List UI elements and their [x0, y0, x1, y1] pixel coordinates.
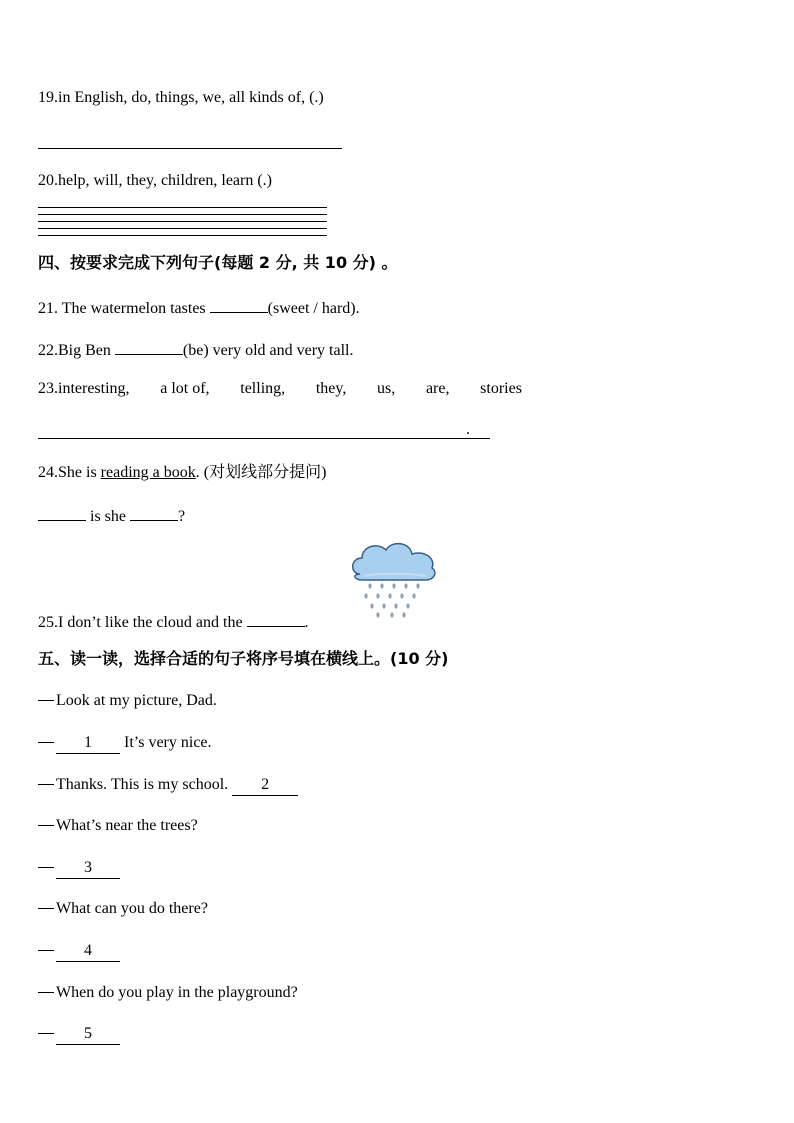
question-25	[38, 610, 309, 633]
answer-line-20c[interactable]	[38, 221, 327, 222]
dash-mark	[38, 992, 54, 993]
dialogue-line	[38, 1024, 120, 1045]
dash-mark	[38, 700, 54, 701]
question-22-after: (be) very old and very tall.	[182, 342, 354, 359]
q23-word: telling,	[240, 380, 286, 397]
q23-word: a lot of,	[160, 380, 210, 397]
dialogue-text: Look at my picture, Dad.	[56, 692, 217, 709]
answer-line-20a[interactable]	[38, 207, 327, 208]
question-21-after: (sweet / hard).	[267, 300, 360, 317]
question-23-period: .	[466, 421, 470, 438]
question-24-after: . (对划线部分提问)	[195, 464, 327, 481]
question-19-text: 19.in English, do, things, we, all kinds of, (.)	[38, 89, 324, 106]
section-5-heading: 五、读一读，选择合适的句子将序号填在横线上。(10 分)	[38, 649, 449, 668]
dash-mark	[38, 867, 54, 868]
blank-2[interactable]: 2	[232, 775, 298, 796]
rain-cloud-icon	[348, 540, 438, 620]
dash-mark	[38, 784, 54, 785]
answer-line-20e[interactable]	[38, 235, 327, 236]
question-24-underlined: reading a book	[100, 464, 196, 481]
q23-word: 23.interesting,	[38, 380, 130, 397]
question-21-before: 21. The watermelon tastes	[38, 300, 210, 317]
dash-mark	[38, 1033, 54, 1034]
answer-line-20d[interactable]	[38, 228, 327, 229]
question-25-before: 25.I don’t like the cloud and the	[38, 614, 247, 631]
blank-25[interactable]	[247, 610, 305, 627]
question-24-answer	[38, 504, 185, 527]
dialogue-line	[38, 775, 298, 796]
dialogue-text: What can you do there?	[56, 900, 208, 917]
question-22	[38, 338, 354, 361]
question-24-answer-mid: is she	[86, 508, 130, 525]
dialogue-line	[38, 733, 212, 754]
dialogue-line	[38, 941, 120, 962]
blank-3[interactable]: 3	[56, 858, 120, 879]
dash-mark	[38, 908, 54, 909]
question-23	[38, 379, 522, 399]
q23-word: are,	[425, 380, 450, 397]
blank-24a[interactable]	[38, 504, 86, 521]
dash-mark	[38, 950, 54, 951]
question-21	[38, 296, 360, 319]
q23-word: stories	[480, 380, 522, 397]
blank-1[interactable]: 1	[56, 733, 120, 754]
question-24	[38, 463, 326, 483]
question-25-after: .	[304, 614, 309, 631]
q23-word: they,	[315, 380, 347, 397]
blank-22[interactable]	[115, 338, 183, 355]
answer-line-23[interactable]	[38, 438, 490, 439]
dialogue-text: When do you play in the playground?	[56, 984, 298, 1001]
section-4-heading: 四、按要求完成下列句子(每题 2 分, 共 10 分) 。	[38, 253, 398, 272]
question-19	[38, 88, 324, 108]
dialogue-line	[38, 899, 208, 919]
dialogue-text: It’s very nice.	[120, 734, 212, 751]
dialogue-line	[38, 691, 217, 711]
blank-4[interactable]: 4	[56, 941, 120, 962]
dialogue-line	[38, 858, 120, 879]
answer-line-19[interactable]	[38, 148, 342, 149]
answer-line-23-tail[interactable]	[472, 438, 490, 439]
question-24-answer-end: ?	[178, 508, 186, 525]
question-24-before: 24.She is	[38, 464, 101, 481]
dialogue-line	[38, 816, 198, 836]
dialogue-line	[38, 983, 298, 1003]
dialogue-text: Thanks. This is my school.	[56, 776, 233, 793]
dialogue-text: What’s near the trees?	[56, 817, 198, 834]
blank-5[interactable]: 5	[56, 1024, 120, 1045]
dash-mark	[38, 742, 54, 743]
q23-word: us,	[377, 380, 396, 397]
blank-24b[interactable]	[130, 504, 178, 521]
dash-mark	[38, 825, 54, 826]
question-20-text: 20.help, will, they, children, learn (.)	[38, 172, 272, 189]
answer-line-20b[interactable]	[38, 214, 327, 215]
blank-21[interactable]	[210, 296, 268, 313]
question-20	[38, 171, 272, 191]
question-22-before: 22.Big Ben	[38, 342, 115, 359]
